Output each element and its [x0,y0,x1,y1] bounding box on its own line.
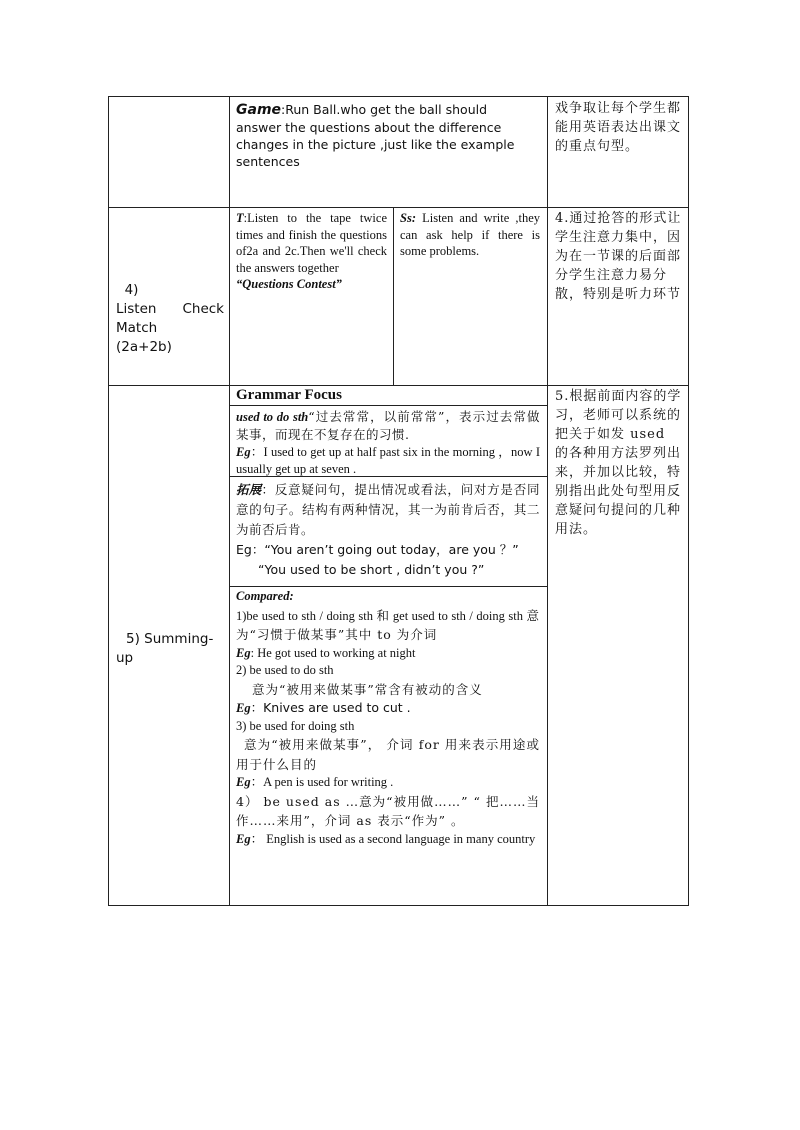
compared-3-eg: ：A pen is used for writing . [250,775,394,789]
summing-purpose: 5.根据前面内容的学习，老师可以系统的把关于如发 used 的各种用方法罗列出来，并加以比较，特别指出此处句型用反意疑问句提问的几种用法。 [555,389,682,537]
listen-teacher-text: :Listen to the tape twice times and finish the questions of2a and 2c.Then we'll check the answers together [236,211,387,275]
listen-purpose-cell [555,209,683,304]
col-right-border [688,96,689,906]
compared-2-eg-label: Eg [236,701,251,715]
summing-step-cell [116,630,224,668]
grammar-title-line [229,405,547,406]
compared-3-eg-label: Eg [236,775,251,789]
ext-text: ：反意疑问句，提出情况或看法，问对方是否同意的句子。结构有两种情况，其一为前肯后否，其二为前否后肯。 [236,482,540,537]
compared-1-eg: : He got used to working at night [250,645,416,660]
compared-4-eg-label: Eg [236,831,251,846]
eg1-text: ：I used to get up at half past six in the morning ，now I usually get up at seven . [236,445,540,476]
col-divider-1 [229,96,230,906]
col-left-border [108,96,109,906]
used-to-text: “过去常常，以前常常”，表示过去常做某事，而现在不复存在的习惯. [236,409,540,442]
summing-purpose-cell [555,387,683,539]
listen-teacher-cell [236,210,387,293]
col-divider-2 [393,207,394,385]
summing-step-label: 5) Summing-up [116,631,214,666]
listen-student-text: Listen and write ,they can ask help if there is some problems. [400,211,541,258]
eg1-label: Eg [236,445,251,459]
questions-contest-label: “Questions Contest” [236,277,342,291]
row-divider-1 [108,207,689,208]
ext-label: 拓展 [236,483,262,497]
game-text: :Run Ball.who get the ball should answer the questions about the difference changes in the picture ,just like the example sentences [236,102,515,169]
listen-step-cell [116,262,224,357]
grammar-title-cell [236,387,536,404]
used-to-label: used to do sth [236,410,309,424]
compared-block [236,588,540,848]
table-bottom-border [108,905,689,906]
ext-eg2: “You used to be short , didn’t you ?” [258,562,485,577]
compared-label: Compared: [236,589,294,603]
compared-1-eg-label: Eg [236,645,251,660]
compared-1-cn: 意为“习惯于做某事”其中 to 为介词 [236,607,541,642]
table-top-border [108,96,689,97]
compared-4: 4） be used as …意为“被用做……” “ 把……当作……来用”，介词 as 表示“作为” 。 [236,793,540,828]
listen-student-cell [400,210,540,260]
used-to-block [236,408,540,478]
row-divider-2 [108,385,689,386]
game-label: Game [236,102,282,118]
compared-2: 2) be used to do sth [236,663,334,677]
listen-student-label: Ss: [400,211,416,225]
compared-2-cn: 意为“被用来做某事”常含有被动的含义 [252,681,483,697]
compared-4-eg: ： English is used as a second language in many country [250,831,536,846]
ext-eg1: Eg：“You aren’t going out today，are you ？” [236,542,519,557]
compared-1: 1)be used to sth / doing sth 和 get used to sth / doing sth [236,608,523,623]
col-divider-3 [547,96,548,906]
listen-teacher-label: T [236,211,244,225]
compared-3: 3) be used for doing sth [236,718,355,733]
compared-2-eg: ：Knives are used to cut . [250,700,411,715]
game-purpose: 戏争取让每个学生都能用英语表达出课文的重点句型。 [555,101,682,154]
listen-step-label: 4) Listen Check Match (2a+2b) [116,282,224,355]
grammar-focus-title: Grammar Focus [236,387,342,403]
grammar-section-line-2 [229,586,547,587]
compared-3-cn: 意为“被用来做某事”， 介词 for 用来表示用途或用于什么目的 [236,737,540,772]
game-teacher-cell [236,101,526,170]
game-purpose-cell [555,99,683,156]
listen-purpose: 4.通过抢答的形式让学生注意力集中，因为在一节课的后面部分学生注意力易分散，特别是听力环节 [555,211,682,302]
extension-block [236,480,540,580]
